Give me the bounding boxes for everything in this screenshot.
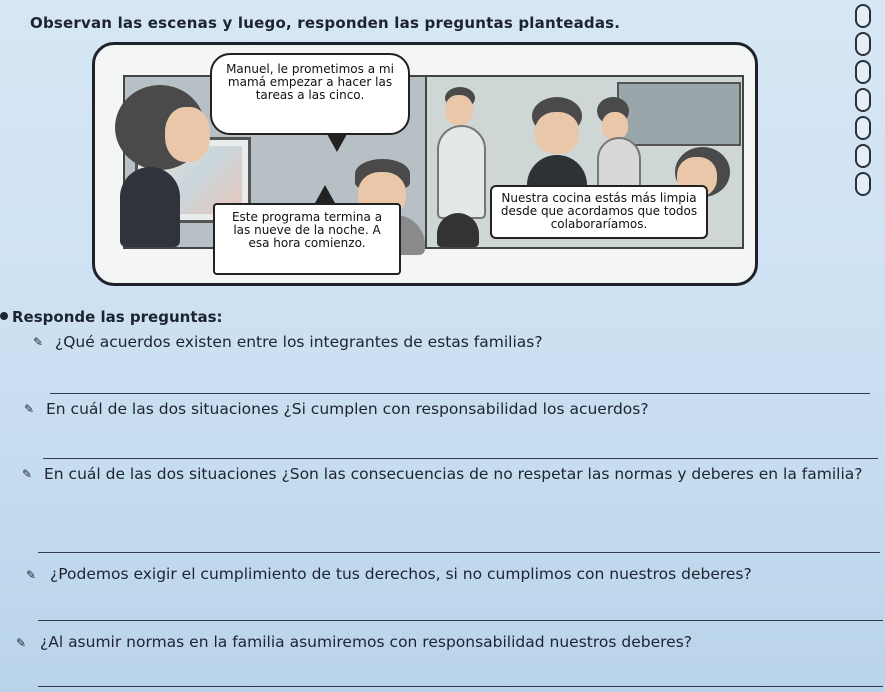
speech-bubble-manuel: Manuel, le prometimos a mi mamá empezar a hacer las tareas a las cinco. [210, 53, 410, 135]
spiral-binding [855, 0, 885, 230]
answer-line-4[interactable] [38, 620, 883, 621]
question-3: En cuál de las dos situaciones ¿Son las consecuencias de no respetar las normas y deberes en la familia? [44, 465, 863, 483]
question-2: En cuál de las dos situaciones ¿Si cumplen con responsabilidad los acuerdos? [46, 400, 649, 418]
bullet-icon [0, 312, 8, 320]
answer-line-3[interactable] [38, 552, 880, 553]
pencil-icon: ✎ [16, 636, 27, 650]
pencil-icon: ✎ [24, 402, 35, 416]
comic-strip [92, 42, 758, 286]
answer-line-2[interactable] [43, 458, 878, 459]
answer-line-1[interactable] [50, 393, 870, 394]
answer-line-5[interactable] [38, 686, 883, 687]
speech-bubble-program: Este programa termina a las nueve de la noche. A esa hora comienzo. [213, 203, 401, 275]
pencil-icon: ✎ [22, 467, 33, 481]
pencil-icon: ✎ [33, 335, 44, 349]
section-title: Responde las preguntas: [12, 308, 223, 326]
pencil-icon: ✎ [26, 568, 37, 582]
question-5: ¿Al asumir normas en la familia asumiremos con responsabilidad nuestros deberes? [40, 633, 692, 651]
page-title: Observan las escenas y luego, responden las preguntas planteadas. [30, 14, 621, 32]
speech-bubble-kitchen: Nuestra cocina estás más limpia desde que acordamos que todos colaboraríamos. [490, 185, 708, 239]
question-1: ¿Qué acuerdos existen entre los integrantes de estas familias? [55, 333, 543, 351]
question-4: ¿Podemos exigir el cumplimiento de tus derechos, si no cumplimos con nuestros deberes? [50, 565, 752, 583]
